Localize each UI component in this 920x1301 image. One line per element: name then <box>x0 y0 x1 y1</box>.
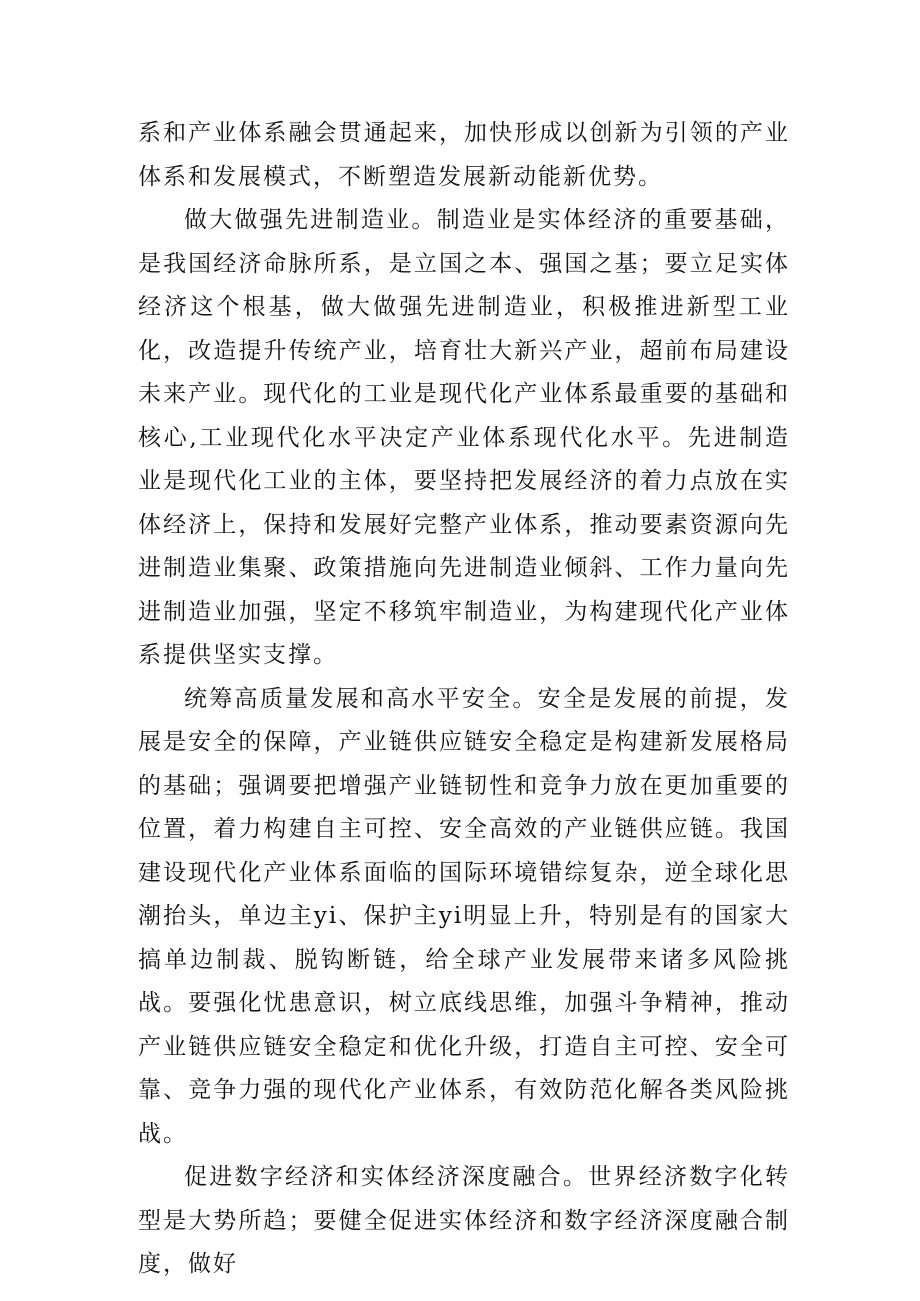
document-body <box>138 112 790 1287</box>
paragraph-development-and-security: 统筹高质量发展和高水平安全。安全是发展的前提，发展是安全的保障，产业链供应链安全稳定是构建新发展格局的基础；强调要把增强产业链韧性和竞争力放在更加重要的位置，着力构建自主可控、安全高效的产业链供应链。我国建设现代化产业体系面临的国际环境错综复杂，逆全球化思潮抬头，单边主yi、保护主yi明显上升，特别是有的国家大搞单边制裁、脱钩断链，给全球产业发展带来诸多风险挑战。要强化忧患意识，树立底线思维，加强斗争精神，推动产业链供应链安全稳定和优化升级，打造自主可控、安全可靠、竞争力强的现代化产业体系，有效防范化解各类风险挑战。 <box>138 685 790 1147</box>
paragraph-continuation: 系和产业体系融会贯通起来，加快形成以创新为引领的产业体系和发展模式，不断塑造发展新动能新优势。 <box>138 120 790 190</box>
paragraph-advanced-manufacturing: 做大做强先进制造业。制造业是实体经济的重要基础，是我国经济命脉所系，是立国之本、强国之基；要立足实体经济这个根基，做大做强先进制造业，积极推进新型工业化，改造提升传统产业，培育壮大新兴产业，超前布局建设未来产业。现代化的工业是现代化产业体系最重要的基础和核心,工业现代化水平决定产业体系现代化水平。先进制造业是现代化工业的主体，要坚持把发展经济的着力点放在实体经济上，保持和发展好完整产业体系，推动要素资源向先进制造业集聚、政策措施向先进制造业倾斜、工作力量向先进制造业加强，坚定不移筑牢制造业，为构建现代化产业体系提供坚实支撑。 <box>138 207 790 668</box>
paragraph-digital-economy: 促进数字经济和实体经济深度融合。世界经济数字化转型是大势所趋；要健全促进实体经济和数字经济深度融合制度，做好 <box>138 1164 790 1277</box>
